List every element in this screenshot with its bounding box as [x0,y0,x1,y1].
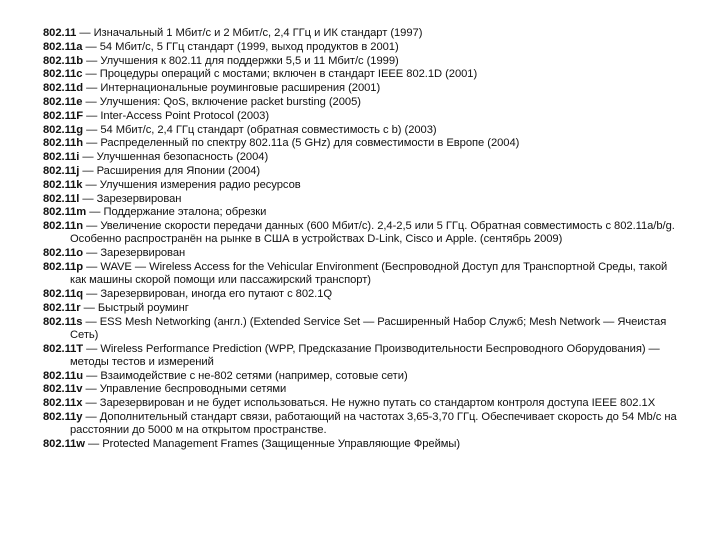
standard-description: — Взаимодействие с не-802 сетями (например, сотовые сети) [83,369,408,382]
standard-code: 802.11d [43,82,84,95]
list-item [43,193,683,206]
list-item [43,343,683,369]
standard-description: — Увеличение скорости передачи данных (600 Мбит/c). 2,4-2,5 или 5 ГГц. Обратная совместимость с 802.11a/b/g. Особенно распространён на рынке в США в устройствах D-Link, Cisco и Apple. (сентябрь 2009) [70,220,675,246]
standard-code: 802.11c [43,68,83,81]
list-item [43,96,683,109]
list-item [43,370,683,383]
standard-description: — Улучшения измерения радио ресурсов [82,178,301,191]
standard-code: 802.11j [43,164,80,177]
list-item [43,41,683,54]
standard-code: 802.11k [43,178,83,191]
standard-code: 802.11g [43,123,84,136]
standard-description: — Распределенный по спектру 802.11a (5 GHz) для совместимости в Европе (2004) [83,137,520,150]
standard-code: 802.11a [43,40,83,53]
list-item [43,137,683,150]
standard-code: 802.11h [43,137,84,150]
standard-code: 802.11q [43,287,84,300]
list-item [43,302,683,315]
standard-description: — Процедуры операций с мостами; включен в стандарт IEEE 802.1D (2001) [82,68,478,81]
standard-description: — WAVE — Wireless Access for the Vehicular Environment (Беспроводной Доступ для Транспортной Среды, такой как машины скорой помощи или пассажирский транспорт) [70,260,668,287]
list-item [43,82,683,95]
standard-description: — Protected Management Frames (Защищенные Управляющие Фреймы) [84,437,461,450]
standard-code: 802.11n [43,220,84,233]
list-item [43,316,683,342]
standard-code: 802.11e [43,95,83,108]
list-item [43,397,683,410]
standard-description: — 54 Мбит/c, 2,4 ГГц стандарт (обратная совместимость с b) (2003) [83,123,437,136]
standard-description: — Изначальный 1 Мбит/с и 2 Мбит/c, 2,4 ГГц и ИК стандарт (1997) [76,27,423,39]
standard-code: 802.11T [43,342,84,355]
standard-description: — Улучшенная безопасность (2004) [79,151,269,164]
standard-description: — 54 Мбит/c, 5 ГГц стандарт (1999, выход продуктов в 2001) [82,40,399,53]
list-item [43,151,683,164]
standard-code: 802.11i [43,151,80,164]
standard-description: — Зарезервирован и не будет использоваться. Не нужно путать со стандартом контроля доступа IEEE 802.1X [82,397,656,410]
list-item [43,438,683,451]
standard-description: — Расширения для Японии (2004) [79,164,261,177]
list-item [43,124,683,137]
list-item [43,27,683,40]
standard-code: 802.11s [43,315,83,328]
standard-description: — Быстрый роуминг [80,301,189,314]
standard-description: — Зарезервирован [79,192,182,205]
list-item [43,165,683,178]
list-item [43,68,683,81]
standard-description: — Улучшения: QoS, включение packet bursting (2005) [82,95,361,108]
standard-code: 802.11y [43,410,83,423]
list-item [43,206,683,219]
list-item [43,261,683,287]
standard-code: 802.11p [43,260,84,273]
standard-code: 802.11r [43,301,81,314]
standard-description: — Улучшения к 802.11 для поддержки 5,5 и 11 Мбит/с (1999) [83,54,399,67]
standard-description: — Поддержание эталона; обрезки [86,206,267,219]
list-item [43,110,683,123]
list-item [43,55,683,68]
standard-code: 802.11b [43,54,84,67]
standard-description: — Дополнительный стандарт связи, работающий на частотах 3,65-3,70 ГГц. Обеспечивает скорость до 54 Mb/с на расстоянии до 5000 м на открытом пространстве. [70,410,677,437]
standard-code: 802.11u [43,369,84,382]
standard-description: — Wireless Performance Prediction (WPP, Предсказание Производительности Беспроводного Оборудования) — методы тестов и измерений [70,342,660,368]
list-item [43,220,683,246]
standard-code: 802.11x [43,397,83,410]
standards-list [43,27,683,452]
standard-description: — Интернациональные роуминговые расширения (2001) [83,82,381,95]
standard-description: — Управление беспроводными сетями [82,383,287,396]
list-item [43,247,683,260]
list-item [43,383,683,396]
standard-code: 802.11 [43,27,77,39]
standard-code: 802.11l [43,192,80,205]
standard-description: — Зарезервирован [83,247,186,260]
standard-description: — Зарезервирован, иногда его путают с 802.1Q [83,287,333,300]
list-item [43,288,683,301]
standard-description: — ESS Mesh Networking (англ.) (Extended Service Set — Расширенный Набор Служб; Mesh Network — Ячеистая Сеть) [70,315,667,341]
standard-code: 802.11F [43,109,84,122]
standard-code: 802.11o [43,247,84,260]
standard-description: — Inter-Access Point Protocol (2003) [83,109,270,122]
list-item [43,411,683,437]
list-item [43,179,683,192]
standard-code: 802.11v [43,383,83,396]
standard-code: 802.11m [43,206,87,219]
standard-code: 802.11w [43,437,85,450]
